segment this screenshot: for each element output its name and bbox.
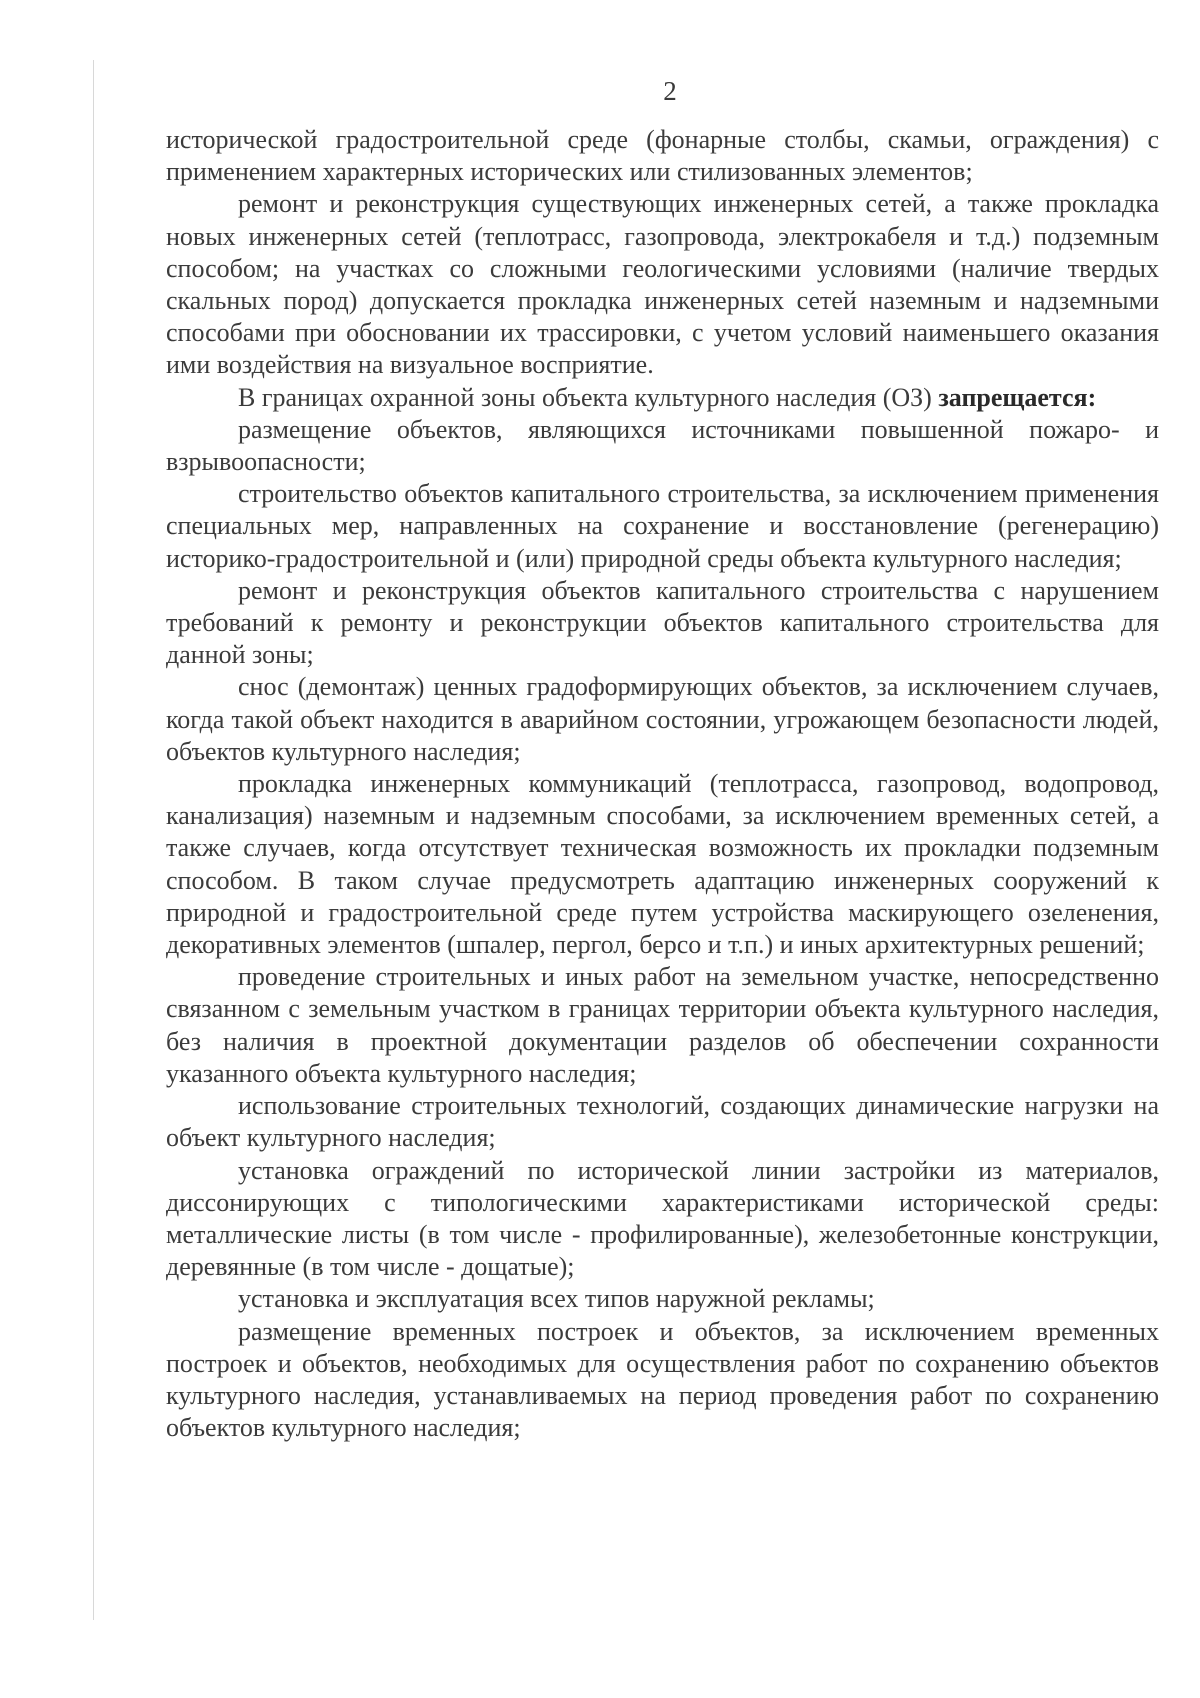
paragraph: прокладка инженерных коммуникаций (теплотрасса, газопровод, водопровод, канализация) наземным и надземным способами, за исключением временных сетей, а также случаев, когда отсутствует техническая возможность их прокладки подземным способом. В таком случае предусмотреть адаптацию инженерных сооружений к природной и градостроительной среде путем устройства маскирующего озеленения, декоративных элементов (шпалер, пергол, берсо и т.п.) и иных архитектурных решений;	[166, 769, 1159, 960]
zone-heading-paragraph	[166, 382, 1159, 414]
scan-edge-line	[93, 60, 94, 1620]
paragraph: размещение объектов, являющихся источниками повышенной пожаро- и взрывоопасности;	[166, 414, 1159, 477]
paragraph: размещение временных построек и объектов, за исключением временных построек и объектов, необходимых для осуществления работ по сохранению объектов культурного наследия, устанавливаемых на период проведения работ по сохранению объектов культурного наследия;	[166, 1316, 1159, 1443]
paragraph: установка и эксплуатация всех типов наружной рекламы;	[238, 1284, 875, 1314]
paragraph: ремонт и реконструкция существующих инженерных сетей, а также прокладка новых инженерных сетей (теплотрасс, газопровода, электрокабеля и т.д.) подземным способом; на участках со сложными геологическими условиями (наличие твердых скальных пород) допускается прокладка инженерных сетей наземным и надземными способами при обосновании их трассировки, с учетом условий наименьшего оказания ими воздействия на визуальное восприятие.	[166, 189, 1159, 380]
paragraph: проведение строительных и иных работ на земельном участке, непосредственно связанном с земельным участком в границах территории объекта культурного наследия, без наличия в проектной документации разделов об обеспечении сохранности указанного объекта культурного наследия;	[166, 962, 1159, 1088]
zone-heading-bold: запрещается:	[938, 382, 1097, 412]
page-number: 2	[663, 76, 677, 106]
paragraph: строительство объектов капитального строительства, за исключением применения специальных мер, направленных на сохранение и восстановление (регенерацию) историко-градостроительной и (или) природной среды объекта культурного наследия;	[166, 479, 1159, 573]
paragraph: снос (демонтаж) ценных градоформирующих объектов, за исключением случаев, когда такой объект находится в аварийном состоянии, угрожающем безопасности людей, объектов культурного наследия;	[166, 672, 1159, 766]
paragraph: исторической градостроительной среде (фонарные столбы, скамьи, ограждения) с применением характерных исторических или стилизованных элементов;	[166, 125, 1159, 187]
paragraph: использование строительных технологий, создающих динамические нагрузки на объект культурного наследия;	[166, 1091, 1159, 1153]
zone-heading-text: В границах охранной зоны объекта культурного наследия (ОЗ)	[238, 382, 932, 412]
paragraph: ремонт и реконструкция объектов капитального строительства с нарушением требований к ремонту и реконструкции объектов капитального строительства для данной зоны;	[166, 575, 1159, 670]
document-body	[166, 124, 1159, 1444]
paragraph: установка ограждений по исторической линии застройки из материалов, диссонирующих с типологическими характеристиками исторической среды: металлические листы (в том числе - профилированные), железобетонные конструкции, деревянные (в том числе - дощатые);	[166, 1155, 1159, 1282]
